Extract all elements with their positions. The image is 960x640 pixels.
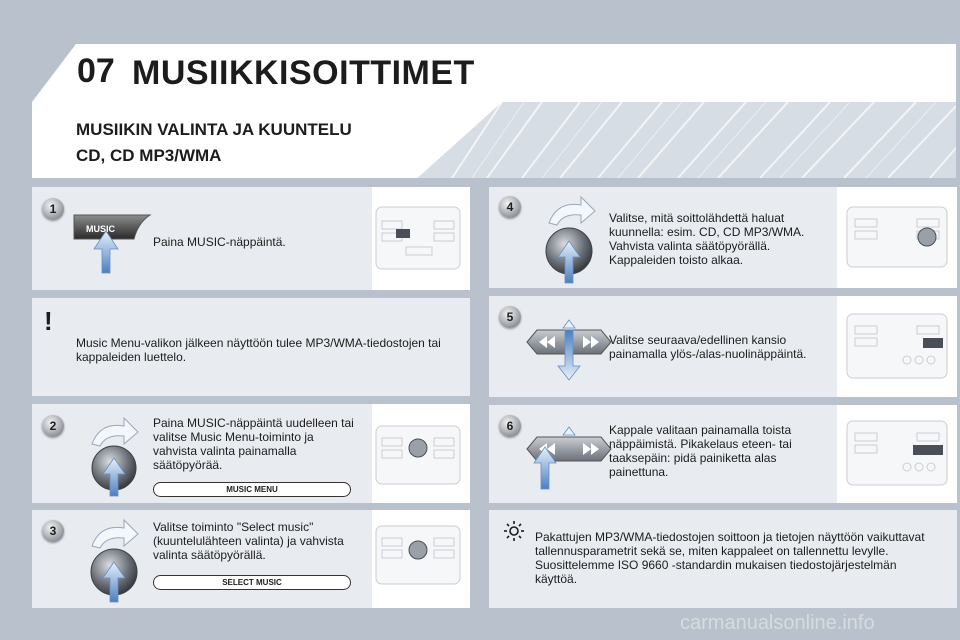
step-5-card bbox=[489, 296, 957, 397]
radio-unit-icon bbox=[372, 187, 470, 290]
warning-card bbox=[32, 298, 470, 396]
step-1-badge: 1 bbox=[42, 198, 64, 220]
step-5-radio-thumbnail bbox=[837, 296, 957, 397]
step-3-badge: 3 bbox=[42, 520, 64, 542]
step-1-text: Paina MUSIC-näppäintä. bbox=[153, 235, 286, 249]
music-menu-pill: MUSIC MENU bbox=[153, 482, 351, 497]
section-title-line1: MUSIIKIN VALINTA JA KUUNTELU bbox=[76, 120, 352, 139]
step-4-radio-thumbnail bbox=[837, 187, 957, 288]
radio-unit-icon bbox=[372, 404, 470, 503]
arrow-keypad-icon bbox=[523, 423, 615, 493]
chapter-header bbox=[32, 44, 956, 102]
step-3-radio-thumbnail bbox=[372, 510, 470, 608]
step-1-card bbox=[32, 187, 470, 290]
step-4-text: Valitse, mitä soittolähdettä haluat kuunnella: esim. CD, CD MP3/WMA. Vahvista valinta säätöpyörällä. Kappaleiden toisto alkaa. bbox=[609, 211, 805, 267]
step-4-card bbox=[489, 187, 957, 288]
step-2-card bbox=[32, 404, 470, 503]
step-1-radio-thumbnail bbox=[372, 187, 470, 290]
section-banner bbox=[32, 102, 956, 178]
step-6-text: Kappale valitaan painamalla toista näppäimistä. Pikakelaus eteen- tai taaksepäin: pidä painiketta alas painettuna. bbox=[609, 423, 792, 479]
chapter-number: 07 bbox=[77, 52, 115, 90]
step-6-badge: 6 bbox=[499, 415, 521, 437]
sun-tip-icon bbox=[503, 520, 525, 542]
step-4-badge: 4 bbox=[499, 196, 521, 218]
watermark: carmanualsonline.info bbox=[680, 612, 875, 634]
rotary-knob-icon bbox=[78, 416, 158, 498]
step-3-text: Valitse toiminto "Select music" (kuuntelulähteen valinta) ja vahvista valinta säätöpyörällä. bbox=[153, 520, 344, 562]
chapter-title: MUSIIKKISOITTIMET bbox=[132, 54, 475, 92]
step-6-radio-thumbnail bbox=[837, 405, 957, 503]
warning-icon: ! bbox=[44, 306, 53, 336]
step-5-text: Valitse seuraava/edellinen kansio painamalla ylös-/alas-nuolinäppäintä. bbox=[609, 333, 807, 361]
tip-text: Pakattujen MP3/WMA-tiedostojen soittoon ja tietojen näyttöön vaikuttavat tallennusparametrit sekä se, miten kappaleet on tallennettu levylle. Suosittelemme ISO 9660 -standardin mukaisen tiedostojärjestelmän käyttöä. bbox=[535, 530, 925, 586]
radio-unit-icon bbox=[837, 296, 957, 397]
music-key-icon bbox=[72, 209, 162, 279]
step-2-badge: 2 bbox=[42, 415, 64, 437]
step-2-text: Paina MUSIC-näppäintä uudelleen tai valitse Music Menu-toiminto ja vahvista valinta painamalla säätöpyörää. bbox=[153, 416, 354, 472]
step-2-radio-thumbnail bbox=[372, 404, 470, 503]
section-title-line2: CD, CD MP3/WMA bbox=[76, 146, 222, 165]
step-5-badge: 5 bbox=[499, 306, 521, 328]
warning-text: Music Menu-valikon jälkeen näyttöön tulee MP3/WMA-tiedostojen tai kappaleiden luettelo. bbox=[76, 336, 441, 364]
radio-unit-icon bbox=[837, 405, 957, 503]
step-6-card bbox=[489, 405, 957, 503]
tip-card bbox=[489, 510, 957, 608]
music-key-label: MUSIC bbox=[86, 224, 115, 234]
arrow-keypad-icon bbox=[523, 316, 615, 382]
rotary-knob-icon bbox=[535, 193, 615, 285]
step-3-card bbox=[32, 510, 470, 608]
section-title bbox=[76, 117, 352, 169]
radio-unit-icon bbox=[372, 510, 470, 608]
select-music-pill: SELECT MUSIC bbox=[153, 575, 351, 590]
header-fold-corner bbox=[32, 44, 76, 102]
rotary-knob-icon bbox=[78, 516, 158, 604]
radio-unit-icon bbox=[837, 187, 957, 288]
